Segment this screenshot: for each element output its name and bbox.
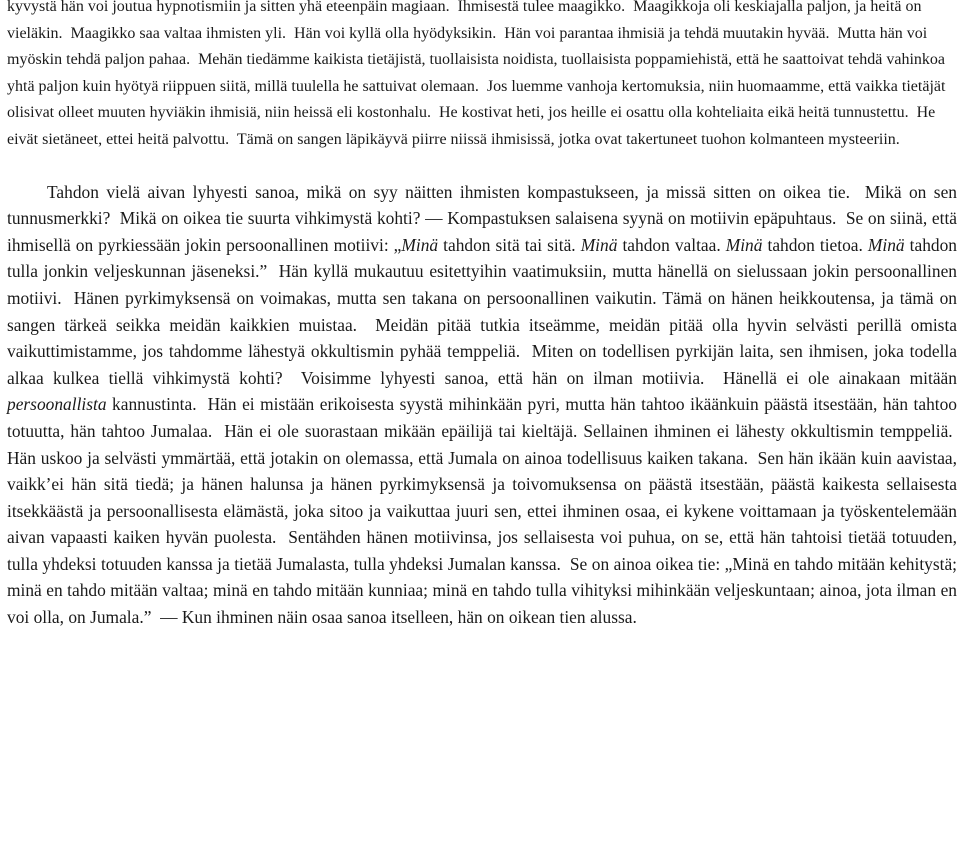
sentence: Hän uskoo ja selvästi ymmärtää, että jotakin on olemassa, että Jumala on ainoa todellisuus kaiken takana. <box>7 447 748 468</box>
emphasis: Minä <box>401 234 439 255</box>
sentence-part: tahdon valtaa. <box>617 234 726 255</box>
sentence: Hän voi parantaa ihmisiä ja tehdä muutakin hyvää. <box>504 24 830 42</box>
emphasis: Minä <box>867 234 905 255</box>
sentence: Sen hän ikään kuin aavistaa, vaikk’ei hän sitä tiedä; ja hänen halunsa ja hänen pyrkimyksensä ja toivomuksensa on päästä itsestään, päästä kaikesta sellaisesta itsekkäästä ja persoonallisesta elämästä, joka sitoo ja vaikuttaa juuri sen, ettei ihminen osaa, ei kykene voittamaan ja työskentelemään aivan vapaasti kaiken hyvän puolesta. <box>7 447 957 548</box>
document-page <box>7 0 957 631</box>
sentence-part: kannustinta. <box>106 394 197 415</box>
sentence: Miten on todellisen pyrkijän laita, sen ihmisen, joka todella alkaa kulkea tiellä vihkimystä kohti? <box>7 341 957 388</box>
sentence: Se on ainoa oikea tie: „Minä en tahdo mitään kehitystä; minä en tahdo mitään valtaa; minä en tahdo mitään kunniaa; minä en tahdo tulla vihityksi mihinkään veljeskuntaan; ainoa, jota ilman en voi olla, on Jumala.” <box>7 553 957 628</box>
sentence: Sellainen ihminen ei lähesty okkultismin temppeliä. <box>583 420 953 441</box>
sentence: Mutta hän voi myöskin tehdä paljon pahaa. <box>7 24 928 69</box>
sentence: — Kun ihminen näin osaa sanoa itselleen, hän on oikean tien alussa. <box>160 607 637 628</box>
sentence: Mikä on oikea tie suurta vihkimystä kohti? <box>119 208 421 229</box>
emphasis: Minä <box>580 234 618 255</box>
sentence: Sentähden hänen motiivinsa, jos sellaisesta voi puhua, on se, että hän tahtoisi tietää totuuden, tulla yhdeksi totuuden kanssa ja tietää Jumalasta, tulla yhdeksi Jumalan kanssa. <box>7 527 958 574</box>
sentence: Maagikko saa valtaa ihmisten yli. <box>70 24 287 42</box>
sentence: Hän ei mistään erikoisesta syystä mihinkään pyri, mutta hän tahtoo ikäänkuin päästä itsestään, hän tahtoo totuutta, hän tahtoo Jumalaa. <box>7 394 958 441</box>
sentence: Maagikkoja oli keskiajalla paljon, ja heitä on vieläkin. <box>7 0 922 42</box>
sentence-part: Se on siinä, että ihmisellä on pyrkiessään jokin persoonallinen motiivi: „ <box>7 208 958 255</box>
sentence: Hän ei ole suorastaan mikään epäilijä tai kieltäjä. <box>224 420 578 441</box>
sentence: — Kompastuksen salaisena syynä on motiivin epäpuhtaus. <box>425 208 837 229</box>
sentence-part: tahdon tietoa. <box>762 234 868 255</box>
sentence: Mehän tiedämme kaikista tietäjistä, tuollaisista noidista, tuollaisista poppamiehistä, että he saattoivat tehdä vahinkoa yhtä paljon kuin hyötyä riippuen siitä, millä tuulella he sattuivat olemaan. <box>7 51 945 95</box>
sentence: Mikä on sen tunnusmerkki? <box>7 181 957 229</box>
paragraph <box>7 0 957 154</box>
sentence: Voisimme lyhyesti sanoa, että hän on ilman motiivia. <box>300 367 705 388</box>
sentence: Ihmisestä tulee maagikko. <box>457 0 626 15</box>
sentence: Hänen pyrkimyksensä on voimakas, mutta sen takana on persoonallinen vaikutin. <box>73 287 657 308</box>
sentence: Tämä on hänen heikkoutensa, ja tämä on sangen tärkeä seikka meidän kaikkien muistaa. <box>7 287 958 335</box>
sentence: Tämä on sangen läpikäyvä piirre niissä ihmisissä, jotka ovat takertuneet tuohon kolmanteen mysteeriin. <box>236 130 900 148</box>
emphasis: persoonallista <box>7 394 107 415</box>
sentence: Meidän pitää tutkia itseämme, meidän pitää olla hyvin selvästi perillä omista vaikuttimistamme, jos tahdomme lähestyä okkultismin pyhää temppeliä. <box>7 314 957 362</box>
sentence: Hän voi kyllä olla hyödyksikin. <box>294 24 497 42</box>
emphasis: Minä <box>725 234 763 255</box>
paragraph <box>7 179 957 631</box>
sentence: He kostivat heti, jos heille ei osattu olla kohteliaita eikä heitä tunnustettu. <box>438 104 909 122</box>
sentence-part: tahdon tulla jonkin veljeskunnan jäseneksi.” <box>7 234 957 282</box>
sentence: kyvystä hän voi joutua hypnotismiin ja sitten yhä eteenpäin magiaan. <box>7 0 450 15</box>
sentence-part: tahdon sitä tai sitä. <box>438 234 581 255</box>
sentence: Jos luemme vanhoja kertomuksia, niin huomaamme, että vaikka tietäjät olisivat olleet muuten hyviäkin ihmisiä, niin heissä eli kostonhalu. <box>7 77 946 122</box>
sentence-part: Hänellä ei ole ainakaan mitään <box>722 367 957 388</box>
sentence: Tahdon vielä aivan lyhyesti sanoa, mikä on syy näitten ihmisten kompastukseen, ja missä sitten on oikea tie. <box>47 181 850 202</box>
sentence: He eivät sietäneet, ettei heitä palvottu. <box>7 104 936 148</box>
sentence: Hän kyllä mukautuu esitettyihin vaatimuksiin, mutta hänellä on sielussaan jokin persoonallinen motiivi. <box>7 261 957 308</box>
